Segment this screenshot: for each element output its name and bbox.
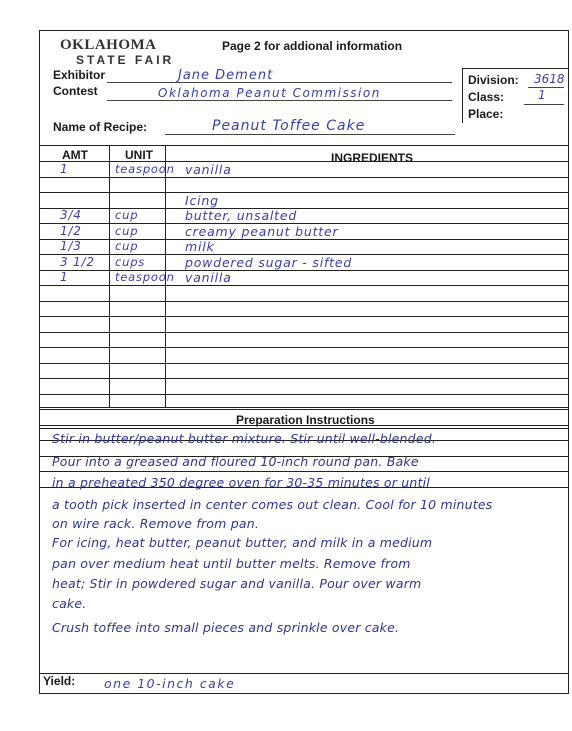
division-label: Division:: [468, 73, 519, 87]
amt-column-header: AMT: [62, 148, 88, 162]
exhibitor-underline: [107, 82, 452, 83]
exhibitor-label: Exhibitor: [53, 68, 106, 82]
contest-value[interactable]: Oklahoma Peanut Commission: [158, 86, 381, 100]
table-top-border: [39, 145, 569, 146]
recipe-name-value[interactable]: Peanut Toffee Cake: [212, 118, 366, 134]
amt-cell: 3 1/2: [60, 254, 95, 269]
preparation-line: Stir in butter/peanut butter mixture. Stir until well-blended.: [52, 431, 437, 446]
unit-cell: cup: [115, 208, 139, 222]
division-underline: [528, 87, 564, 88]
table-row-line: [39, 285, 569, 286]
amt-cell: 1/2: [60, 223, 82, 238]
table-row-line: [39, 177, 569, 178]
recipe-name-label: Name of Recipe:: [53, 120, 148, 134]
unit-cell: cup: [115, 223, 139, 238]
table-row-line: [39, 409, 569, 410]
table-row-line: [39, 332, 569, 333]
class-underline: [524, 104, 564, 105]
table-row-line: [39, 471, 569, 472]
ingredient-cell: Icing: [185, 192, 219, 208]
preparation-line: Pour into a greased and floured 10-inch round pan. Bake: [52, 454, 419, 469]
page-note: Page 2 for addional information: [222, 39, 403, 53]
class-value[interactable]: 1: [538, 88, 546, 102]
ingredient-cell: powdered sugar - sifted: [185, 254, 353, 270]
preparation-line: For icing, heat butter, peanut butter, and milk in a medium: [52, 535, 433, 550]
preparation-line: in a preheated 350 degree oven for 30-35 minutes or until: [52, 475, 430, 490]
preparation-line: cake.: [52, 596, 87, 611]
amt-cell: 1/3: [60, 239, 82, 253]
preparation-title: Preparation Instructions: [236, 413, 375, 427]
ingredient-cell: milk: [185, 239, 215, 254]
preparation-line: heat; Stir in powdered sugar and vanilla. Pour over warm: [52, 576, 422, 591]
class-label: Class:: [468, 90, 505, 104]
table-row-line: [39, 301, 569, 302]
preparation-line: a tooth pick inserted in center comes out clean. Cool for 10 minutes: [52, 497, 493, 512]
exhibitor-value[interactable]: Jane Dement: [178, 68, 274, 83]
table-row-line: [39, 363, 569, 364]
unit-column-header: UNIT: [125, 148, 153, 162]
table-row-line: [39, 316, 569, 317]
fair-logo-subtitle: STATE FAIR: [76, 53, 175, 67]
ingredients-column-header: INGREDIENTS: [331, 151, 414, 165]
ingredient-cell: vanilla: [185, 161, 232, 177]
yield-divider: [39, 673, 569, 674]
unit-cell: cup: [115, 239, 139, 253]
preparation-line: Crush toffee into small pieces and sprinkle over cake.: [52, 620, 400, 635]
unit-cell: teaspoon: [115, 270, 175, 284]
amt-cell: 1: [60, 161, 69, 176]
table-row-line: [39, 394, 569, 395]
preparation-line: pan over medium heat until butter melts. Remove from: [52, 556, 411, 571]
fair-logo: OKLAHOMA: [60, 37, 157, 53]
table-row-line: [39, 347, 569, 348]
division-value[interactable]: 3618: [534, 72, 565, 86]
ingredient-cell: creamy peanut butter: [185, 223, 339, 239]
unit-cell: teaspoon: [115, 161, 175, 176]
yield-label: Yield:: [43, 674, 76, 688]
amt-cell: 1: [60, 270, 69, 284]
table-row-line: [39, 378, 569, 379]
preparation-line: on wire rack. Remove from pan.: [52, 516, 259, 531]
table-row-line: [39, 192, 569, 193]
unit-cell: cups: [115, 254, 146, 269]
yield-value[interactable]: one 10-inch cake: [104, 676, 236, 691]
amt-unit-divider: [109, 145, 110, 407]
ingredient-cell: butter, unsalted: [185, 208, 298, 223]
table-bottom-border: [39, 407, 569, 408]
contest-label: Contest: [53, 84, 98, 98]
place-label: Place:: [468, 107, 504, 121]
preparation-title-divider: [39, 428, 569, 429]
recipe-name-underline: [165, 134, 455, 135]
amt-cell: 3/4: [60, 208, 82, 222]
contest-underline: [107, 100, 452, 101]
ingredient-cell: vanilla: [185, 270, 232, 285]
